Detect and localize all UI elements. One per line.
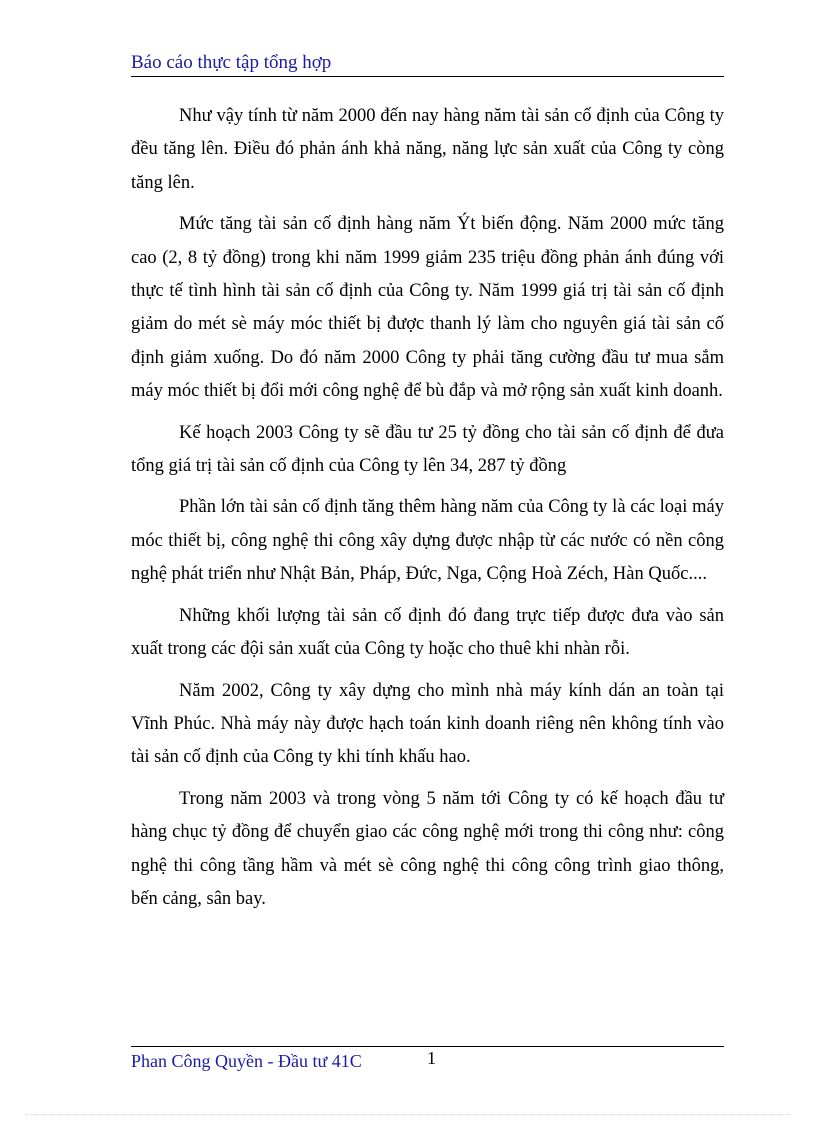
page-number: 1: [427, 1048, 436, 1068]
paragraph: Kế hoạch 2003 Công ty sẽ đầu tư 25 tỷ đồng cho tài sản cố định để đưa tổng giá trị tài sản cố định của Công ty lên 34, 287 tỷ đồng: [131, 422, 724, 477]
paragraph: Phần lớn tài sản cố định tăng thêm hàng năm của Công ty là các loại máy móc thiết bị, công nghệ thi công xây dựng được nhập từ các nước có nền công nghệ phát triển như Nhật Bản, Pháp, Đức, Nga, Cộng Hoà Zéch, Hàn Quốc....: [131, 497, 724, 585]
footer-author: Phan Công Quyền - Đầu tư 41C: [131, 1051, 362, 1071]
page-header: [131, 50, 724, 77]
page-footer: [131, 1046, 724, 1077]
page-bottom-divider: [26, 1114, 790, 1115]
document-body: [131, 100, 724, 924]
paragraph: Mức tăng tài sản cố định hàng năm Ýt biến động. Năm 2000 mức tăng cao (2, 8 tỷ đồng) trong khi năm 1999 giảm 235 triệu đồng phản ánh đúng với thực tế tình hình tài sản cố định của Công ty. Năm 1999 giá trị tài sản cố định giảm do mét sè máy móc thiết bị được thanh lý làm cho nguyên giá tài sản cố định giảm xuống. Do đó năm 2000 Công ty phải tăng cường đầu tư mua sắm máy móc thiết bị đổi mới công nghệ để bù đắp và mở rộng sản xuất kinh doanh.: [131, 214, 724, 402]
paragraph: Những khối lượng tài sản cố định đó đang trực tiếp được đưa vào sản xuất trong các đội sản xuất của Công ty hoặc cho thuê khi nhàn rỗi.: [131, 605, 724, 660]
paragraph: Như vậy tính từ năm 2000 đến nay hàng năm tài sản cố định của Công ty đều tăng lên. Điều đó phản ánh khả năng, năng lực sản xuất của Công ty còng tăng lên.: [131, 106, 724, 193]
paragraph: Năm 2002, Công ty xây dựng cho mình nhà máy kính dán an toàn tại Vĩnh Phúc. Nhà máy này được hạch toán kinh doanh riêng nên không tính vào tài sản cố định của Công ty khi tính khấu hao.: [131, 680, 724, 768]
header-title: Báo cáo thực tập tổng hợp: [131, 52, 332, 73]
paragraph: Trong năm 2003 và trong vòng 5 năm tới Công ty có kế hoạch đầu tư hàng chục tỷ đồng để chuyển giao các công nghệ mới trong thi công như: công nghệ thi công tầng hầm và mét sè công nghệ thi công công trình giao thông, bến cảng, sân bay.: [131, 788, 724, 909]
